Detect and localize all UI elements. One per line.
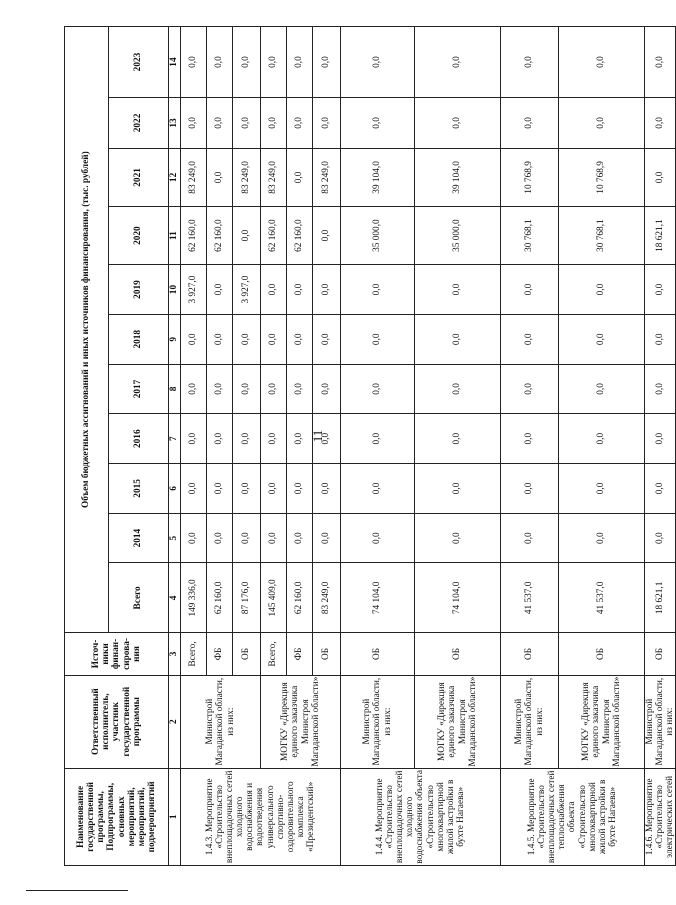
funding-source: ОБ [645, 633, 676, 675]
year-value-2022: 0,0 [207, 98, 233, 149]
header-year-2020: 2020 [109, 207, 169, 265]
year-value-2020: 18 621,1 [645, 207, 676, 265]
total-value: 41 537,0 [559, 563, 645, 633]
total-value: 87 176,0 [233, 563, 261, 633]
responsible-executor: МОГКУ «Дирекция единого заказчика Министроя Магаданской области» [415, 675, 501, 768]
header-year-2017: 2017 [109, 364, 169, 414]
year-value-2018: 0,0 [501, 314, 559, 364]
responsible-executor: МОГКУ «Дирекция единого заказчика Министроя Магаданской области» [261, 675, 341, 768]
year-value-2016: 0,0 [233, 414, 261, 464]
header-year-2021: 2021 [109, 148, 169, 206]
column-number: 7 [169, 414, 181, 464]
total-value: 41 537,0 [501, 563, 559, 633]
year-value-2015: 0,0 [181, 464, 207, 514]
year-value-2023: 0,0 [559, 27, 645, 98]
funding-source: Всего, [181, 633, 207, 675]
year-value-2020: 62 160,0 [181, 207, 207, 265]
year-value-2023: 0,0 [261, 27, 287, 98]
year-value-2019: 3 927,0 [233, 265, 261, 315]
funding-source: ОБ [415, 633, 501, 675]
funding-source: ОБ [341, 633, 415, 675]
responsible-executor: Министрой Магаданской области, из них: [181, 675, 261, 768]
funding-source: ОБ [313, 633, 341, 675]
year-value-2021: 39 104,0 [415, 148, 501, 206]
total-value: 18 621,1 [645, 563, 676, 633]
column-number: 1 [169, 768, 181, 865]
year-value-2015: 0,0 [287, 464, 313, 514]
year-value-2019: 0,0 [313, 265, 341, 315]
year-value-2014: 0,0 [287, 513, 313, 563]
year-value-2018: 0,0 [287, 314, 313, 364]
header-year-2014: 2014 [109, 513, 169, 563]
year-value-2023: 0,0 [501, 27, 559, 98]
funding-source: ОБ [559, 633, 645, 675]
year-value-2014: 0,0 [313, 513, 341, 563]
column-number: 5 [169, 513, 181, 563]
event-name: 1.4.4. Мероприятие «Строительство внеплощадочных сетей холодного водоснабжения объекта «Строительство многоквартирной жилой застройки в бухте Нагаева» [341, 768, 501, 865]
responsible-executor: МОГКУ «Дирекция единого заказчика Министроя Магаданской области» [559, 675, 645, 768]
column-number: 8 [169, 364, 181, 414]
total-value: 74 104,0 [341, 563, 415, 633]
year-value-2019: 0,0 [415, 265, 501, 315]
year-value-2017: 0,0 [261, 364, 287, 414]
year-value-2022: 0,0 [341, 98, 415, 149]
year-value-2014: 0,0 [261, 513, 287, 563]
year-value-2016: 0,0 [415, 414, 501, 464]
header-source: Источ-ники финан-сирова-ния [65, 633, 169, 675]
year-value-2016: 0,0 [559, 414, 645, 464]
year-value-2020: 0,0 [313, 207, 341, 265]
year-value-2019: 0,0 [559, 265, 645, 315]
column-number: 3 [169, 633, 181, 675]
year-value-2016: 0,0 [287, 414, 313, 464]
event-name: 1.4.3. Мероприятие «Строительство внеплощадочных сетей холодного водоснабжения и водоотведения универсального спортивно-оздоровительного комплекса «Президентский» [181, 768, 341, 865]
year-value-2015: 0,0 [233, 464, 261, 514]
year-value-2017: 0,0 [313, 364, 341, 414]
year-value-2019: 3 927,0 [181, 265, 207, 315]
year-value-2014: 0,0 [559, 513, 645, 563]
column-number: 4 [169, 563, 181, 633]
year-value-2018: 0,0 [415, 314, 501, 364]
table-row [501, 27, 559, 866]
year-value-2015: 0,0 [261, 464, 287, 514]
header-year-2023: 2023 [109, 27, 169, 98]
column-number: 11 [169, 207, 181, 265]
year-value-2019: 0,0 [261, 265, 287, 315]
column-number: 9 [169, 314, 181, 364]
year-value-2018: 0,0 [313, 314, 341, 364]
funding-source: ФБ [207, 633, 233, 675]
year-value-2023: 0,0 [207, 27, 233, 98]
year-value-2023: 0,0 [415, 27, 501, 98]
table-body [181, 27, 676, 866]
rotated-page-content [64, 26, 676, 866]
year-value-2019: 0,0 [645, 265, 676, 315]
year-value-2018: 0,0 [261, 314, 287, 364]
year-value-2023: 0,0 [341, 27, 415, 98]
header-year-2015: 2015 [109, 464, 169, 514]
year-value-2020: 30 768,1 [501, 207, 559, 265]
year-value-2015: 0,0 [207, 464, 233, 514]
year-value-2018: 0,0 [645, 314, 676, 364]
year-value-2014: 0,0 [415, 513, 501, 563]
year-value-2021: 10 768,9 [501, 148, 559, 206]
column-number: 13 [169, 98, 181, 149]
table-row [181, 27, 207, 866]
total-value: 149 336,0 [181, 563, 207, 633]
footer-rule [26, 890, 128, 891]
year-value-2022: 0,0 [645, 98, 676, 149]
year-value-2014: 0,0 [207, 513, 233, 563]
year-value-2017: 0,0 [341, 364, 415, 414]
year-value-2017: 0,0 [501, 364, 559, 414]
year-value-2022: 0,0 [233, 98, 261, 149]
year-value-2019: 0,0 [207, 265, 233, 315]
funding-source: ОБ [501, 633, 559, 675]
table-row [341, 27, 415, 866]
header-year-2022: 2022 [109, 98, 169, 149]
event-name: 1.4.6. Мероприятие «Строительство электрических сетей [645, 768, 676, 865]
financing-table [64, 26, 676, 866]
year-value-2022: 0,0 [501, 98, 559, 149]
funding-source: ОБ [233, 633, 261, 675]
header-year-2016: 2016 [109, 414, 169, 464]
column-number: 14 [169, 27, 181, 98]
year-value-2014: 0,0 [181, 513, 207, 563]
year-value-2018: 0,0 [181, 314, 207, 364]
table-row [261, 27, 287, 866]
year-value-2020: 30 768,1 [559, 207, 645, 265]
year-value-2020: 62 160,0 [287, 207, 313, 265]
year-value-2023: 0,0 [313, 27, 341, 98]
table-row [559, 27, 645, 866]
header-row-1 [65, 27, 109, 866]
event-name: 1.4.5. Мероприятие «Строительство внеплощадочных сетей теплоснабжения объекта «Строительство многоквартирной жилой застройки в бухте Нагаева» [501, 768, 645, 865]
year-value-2017: 0,0 [233, 364, 261, 414]
year-value-2017: 0,0 [645, 364, 676, 414]
year-value-2022: 0,0 [261, 98, 287, 149]
table-row [415, 27, 501, 866]
total-value: 62 160,0 [287, 563, 313, 633]
year-value-2021: 83 249,0 [313, 148, 341, 206]
year-value-2018: 0,0 [341, 314, 415, 364]
year-value-2021: 10 768,9 [559, 148, 645, 206]
table-row [645, 27, 676, 866]
year-value-2016: 0,0 [181, 414, 207, 464]
funding-source: Всего, [261, 633, 287, 675]
total-value: 74 104,0 [415, 563, 501, 633]
header-year-2018: 2018 [109, 314, 169, 364]
year-value-2021: 0,0 [207, 148, 233, 206]
column-number: 2 [169, 675, 181, 768]
year-value-2015: 0,0 [341, 464, 415, 514]
year-value-2017: 0,0 [287, 364, 313, 414]
year-value-2018: 0,0 [559, 314, 645, 364]
column-number: 6 [169, 464, 181, 514]
page-number: 11 [310, 429, 325, 443]
year-value-2016: 0,0 [341, 414, 415, 464]
header-responsible: Ответственный исполнитель, участник государственной программы [65, 675, 169, 768]
year-value-2014: 0,0 [501, 513, 559, 563]
year-value-2021: 39 104,0 [341, 148, 415, 206]
year-value-2022: 0,0 [313, 98, 341, 149]
year-value-2019: 0,0 [287, 265, 313, 315]
year-value-2021: 83 249,0 [233, 148, 261, 206]
year-value-2015: 0,0 [559, 464, 645, 514]
year-value-2022: 0,0 [181, 98, 207, 149]
year-value-2022: 0,0 [559, 98, 645, 149]
year-value-2016: 0,0 [207, 414, 233, 464]
year-value-2021: 83 249,0 [181, 148, 207, 206]
year-value-2022: 0,0 [415, 98, 501, 149]
year-value-2022: 0,0 [287, 98, 313, 149]
year-value-2017: 0,0 [207, 364, 233, 414]
year-value-2023: 0,0 [233, 27, 261, 98]
year-value-2018: 0,0 [207, 314, 233, 364]
total-value: 145 409,0 [261, 563, 287, 633]
year-value-2020: 62 160,0 [261, 207, 287, 265]
year-value-2014: 0,0 [233, 513, 261, 563]
header-year-2019: 2019 [109, 265, 169, 315]
column-number: 10 [169, 265, 181, 315]
responsible-executor: Министрой Магаданской области, из них: [645, 675, 676, 768]
total-value: 62 160,0 [207, 563, 233, 633]
funding-source: ФБ [287, 633, 313, 675]
year-value-2020: 62 160,0 [207, 207, 233, 265]
year-value-2015: 0,0 [501, 464, 559, 514]
year-value-2017: 0,0 [559, 364, 645, 414]
year-value-2021: 0,0 [645, 148, 676, 206]
year-value-2016: 0,0 [261, 414, 287, 464]
year-value-2015: 0,0 [313, 464, 341, 514]
year-value-2014: 0,0 [341, 513, 415, 563]
header-total: Всего [109, 563, 169, 633]
header-name: Наименование государственной программы, Подпрограммы, основных мероприятий, мероприятий, подмероприятий [65, 768, 169, 865]
year-value-2017: 0,0 [181, 364, 207, 414]
responsible-executor: Министрой Магаданской области, из них: [341, 675, 415, 768]
year-value-2020: 35 000,0 [415, 207, 501, 265]
year-value-2015: 0,0 [645, 464, 676, 514]
year-value-2016: 0,0 [501, 414, 559, 464]
year-value-2017: 0,0 [415, 364, 501, 414]
total-value: 83 249,0 [313, 563, 341, 633]
year-value-2014: 0,0 [645, 513, 676, 563]
year-value-2021: 0,0 [287, 148, 313, 206]
year-value-2016: 0,0 [645, 414, 676, 464]
header-funding-title: Объем бюджетных ассигнований и иных источников финансирования, (тыс. рублей) [65, 27, 109, 633]
year-value-2016: 0,0 [313, 414, 341, 464]
year-value-2023: 0,0 [287, 27, 313, 98]
year-value-2018: 0,0 [233, 314, 261, 364]
column-number: 12 [169, 148, 181, 206]
year-value-2020: 35 000,0 [341, 207, 415, 265]
header-row-column-numbers [169, 27, 181, 866]
year-value-2019: 0,0 [341, 265, 415, 315]
year-value-2021: 83 249,0 [261, 148, 287, 206]
year-value-2023: 0,0 [645, 27, 676, 98]
responsible-executor: Министрой Магаданской области, из них: [501, 675, 559, 768]
year-value-2020: 0,0 [233, 207, 261, 265]
year-value-2023: 0,0 [181, 27, 207, 98]
year-value-2015: 0,0 [415, 464, 501, 514]
year-value-2019: 0,0 [501, 265, 559, 315]
